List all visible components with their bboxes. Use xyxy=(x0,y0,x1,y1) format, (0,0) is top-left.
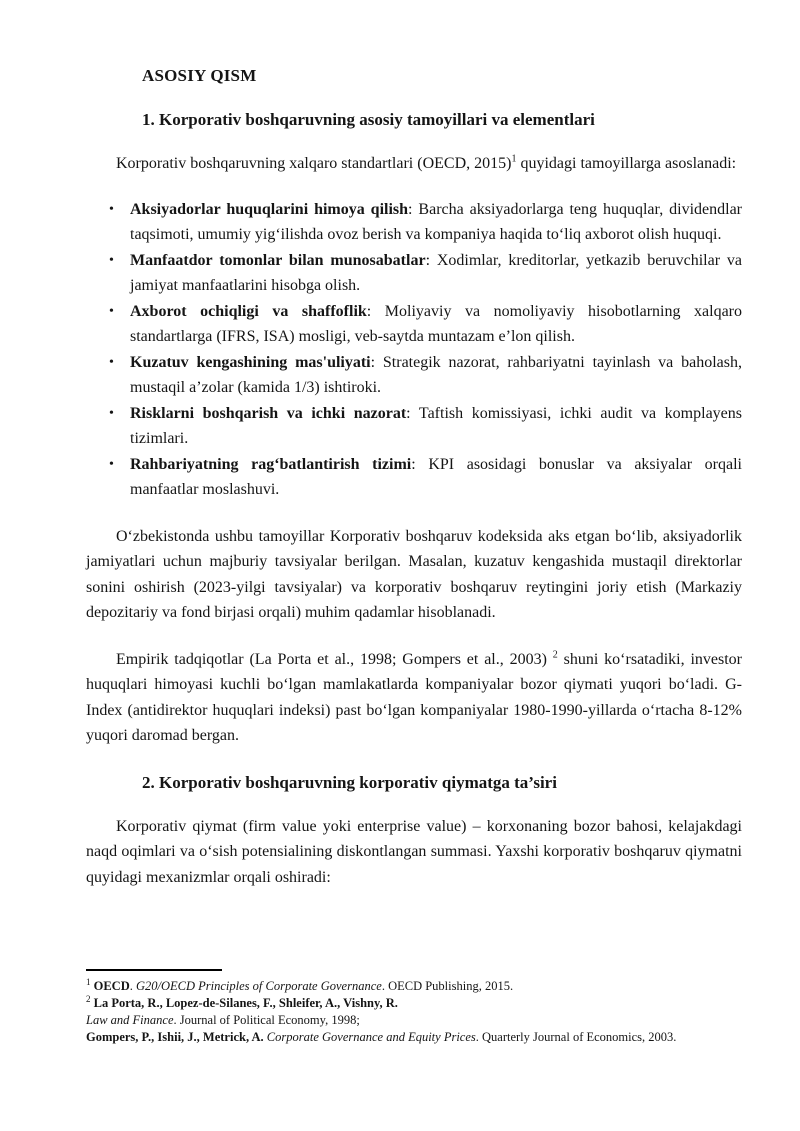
list-item-board-responsibility xyxy=(109,350,742,401)
principle-term: Aksiyadorlar huquqlarini himoya qilish xyxy=(130,200,409,218)
bullet-icon: • xyxy=(109,252,114,268)
list-item-transparency xyxy=(109,299,742,350)
section-2-heading: 2. Korporativ boshqaruvning korporativ qiymatga ta’siri xyxy=(142,772,557,792)
footnote-text: . OECD Publishing, 2015. xyxy=(381,979,514,993)
empirical-text: Empirik tadqiqotlar (La Porta et al., 1998; Gompers et al., 2003) xyxy=(116,650,553,668)
bullet-icon: • xyxy=(109,201,114,217)
footnote-work-title: Law and Finance xyxy=(86,1013,174,1027)
principle-desc: : KPI asosidagi bonuslar va aksiyalar orqali manfaatlar moslashuvi. xyxy=(130,455,742,498)
bullet-icon: • xyxy=(109,303,114,319)
footnote-2 xyxy=(86,995,742,1012)
principle-desc: : Taftish komissiyasi, ichki audit va komplayens tizimlari. xyxy=(130,404,743,447)
firm-value-paragraph: Korporativ qiymat (firm value yoki enterprise value) – korxonaning bozor bahosi, kelajakdagi naqd oqimlari va o‘sish potensialining diskontlangan summasi. Yaxshi korporativ boshqaruv qiymatni quyidagi mexanizmlar orqali oshiradi: xyxy=(86,817,742,886)
footnote-ref-1: 1 xyxy=(511,153,517,165)
principle-term: Risklarni boshqarish va ichki nazorat xyxy=(130,404,407,422)
principle-term: Kuzatuv kengashining mas'uliyati xyxy=(130,353,371,371)
principles-list xyxy=(86,197,742,503)
bullet-icon: • xyxy=(109,354,114,370)
footnote-work-title: G20/OECD Principles of Corporate Governance xyxy=(136,979,382,993)
footnote-author: Gompers, P., Ishii, J., Metrick, A. xyxy=(86,1030,264,1044)
footnote-text: . Journal of Political Economy, 1998; xyxy=(173,1013,360,1027)
list-item-risk-management xyxy=(109,401,743,452)
intro-text: Korporativ boshqaruvning xalqaro standartlari (OECD, 2015) xyxy=(116,155,512,172)
principle-term: Axborot ochiqligi va shaffoflik xyxy=(130,302,367,320)
footnote-2-continuation xyxy=(86,1012,742,1029)
intro-text-after: quyidagi tamoyillarga asoslanadi: xyxy=(516,155,737,172)
footnote-ref-2: 2 xyxy=(552,649,558,661)
footnotes-section xyxy=(86,969,742,1046)
uzbekistan-paragraph: O‘zbekistonda ushbu tamoyillar Korporativ boshqaruv kodeksida aks etgan bo‘lib, aksiyadorlik jamiyatlari uchun majburiy tavsiyalar berilgan. Masalan, kuzatuv kengashida mustaqil direktorlar sonini oshirish (2023-yilgi tavsiyalar) va korporativ boshqaruv reytingini joriy etish (Markaziy depozitariy va fond birjasi orqali) muhim qadamlar hisoblanadi. xyxy=(86,527,742,621)
footnote-1 xyxy=(86,978,742,995)
principle-desc: : Xodimlar, kreditorlar, yetkazib beruvchilar va jamiyat manfaatlarini hisobga olish. xyxy=(130,251,742,294)
intro-paragraph xyxy=(86,151,742,177)
list-item-shareholder-rights xyxy=(109,197,742,248)
principle-desc: : Moliyaviy va nomoliyaviy hisobotlarning xalqaro standartlarga (IFRS, ISA) mosligi, veb-saytda muntazam e’lon qilish. xyxy=(130,302,742,345)
empirical-text-after: shuni ko‘rsatadiki, investor huquqlari himoyasi kuchli bo‘lgan mamlakatlarda kompaniyalar bozor qiymati yuqori bo‘ladi. G-Index (antidirektor huquqlari indeksi) past bo‘lgan kompaniyalar 1980-1990-yillarda o‘rtacha 8-12% yuqori daromad bergan. xyxy=(86,650,743,744)
list-item-incentives xyxy=(109,452,742,503)
footnote-2-marker: 2 xyxy=(86,993,91,1004)
bullet-icon: • xyxy=(109,405,114,421)
footnote-2-second-reference xyxy=(86,1029,742,1046)
footnote-author: La Porta, R., Lopez-de-Silanes, F., Shleifer, A., Vishny, R. xyxy=(90,996,398,1010)
list-item-stakeholders xyxy=(109,248,742,299)
principle-desc: : Barcha aksiyadorlarga teng huquqlar, dividendlar taqsimoti, umumiy yig‘ilishda ovoz berish va kompaniya haqida to‘liq axborot olish huquqi. xyxy=(130,200,742,243)
principle-desc: : Strategik nazorat, rahbariyatni tayinlash va baholash, mustaqil a’zolar (kamida 1/3) ishtiroki. xyxy=(130,353,742,396)
principle-term: Manfaatdor tomonlar bilan munosabatlar xyxy=(130,251,426,269)
footnote-1-marker: 1 xyxy=(86,976,91,987)
footnote-separator xyxy=(86,969,222,971)
section-1-heading: 1. Korporativ boshqaruvning asosiy tamoyillari va elementlari xyxy=(142,110,595,129)
bullet-icon: • xyxy=(109,456,114,472)
footnote-text: . Quarterly Journal of Economics, 2003. xyxy=(475,1030,677,1044)
footnote-work-title: Corporate Governance and Equity Prices xyxy=(266,1030,476,1044)
empirical-paragraph xyxy=(86,647,742,749)
principle-term: Rahbariyatning rag‘batlantirish tizimi xyxy=(130,455,412,473)
footnote-author: OECD xyxy=(90,979,130,993)
document-title: ASOSIY QISM xyxy=(142,66,257,85)
footnote-text: . xyxy=(129,979,136,993)
